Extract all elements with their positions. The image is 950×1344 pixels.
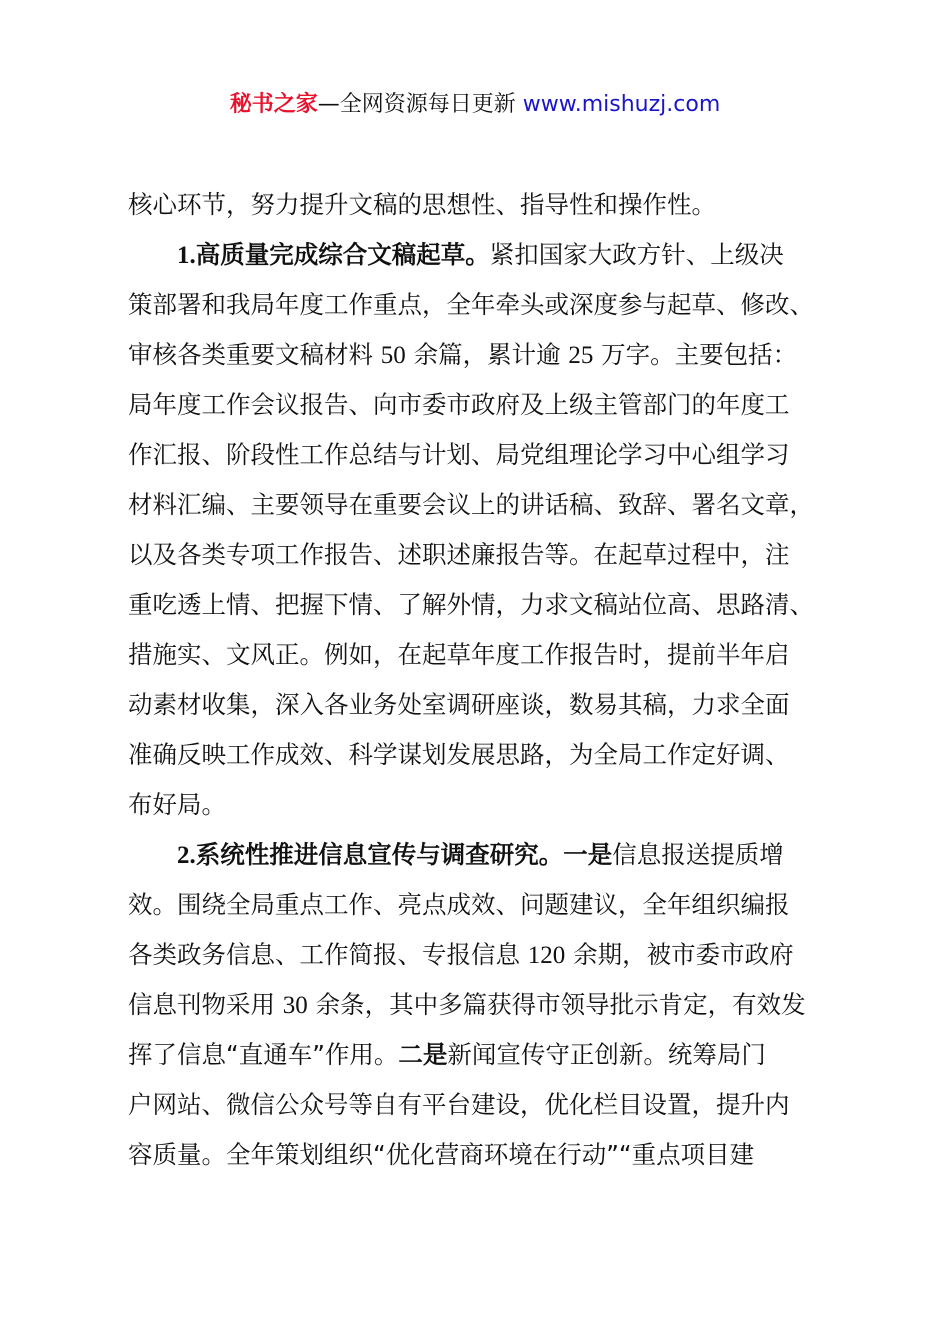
paragraph-2-first-line — [128, 830, 840, 880]
text-line — [128, 780, 840, 830]
emphasis-first: 一是 — [563, 840, 613, 869]
text-line — [128, 880, 840, 930]
emphasis-second: 二是 — [398, 1040, 448, 1069]
text-line — [128, 1080, 840, 1130]
text-run: 各类政务信息、工作简报、专报信息 — [128, 940, 528, 969]
text-run: 万字。主要包括： — [593, 340, 798, 369]
text-line — [128, 580, 840, 630]
text-run: 以及各类专项工作报告、述职述廉报告等。在起草过程中，注 — [128, 540, 790, 569]
text-run: 动素材收集，深入各业务处室调研座谈，数易其稿，力求全面 — [128, 690, 790, 719]
text-run: 容质量。全年策划组织“优化营商环境在行动”“重点项目建 — [128, 1140, 755, 1169]
text-line — [128, 330, 840, 380]
paragraph-1-number: 1. — [177, 242, 196, 269]
text-run: 户网站、微信公众号等自有平台建设，优化栏目设置，提升内 — [128, 1090, 790, 1119]
text-line — [128, 530, 840, 580]
text-line — [128, 930, 840, 980]
document-body — [128, 180, 840, 1180]
text-run: 作汇报、阶段性工作总结与计划、局党组理论学习中心组学习 — [128, 440, 790, 469]
header-tagline: —全网资源每日更新 — [317, 92, 523, 117]
text-run: 局年度工作会议报告、向市委市政府及上级主管部门的年度工 — [128, 390, 790, 419]
paragraph-1-heading: 高质量完成综合文稿起草。 — [195, 240, 490, 269]
number-value: 50 — [380, 342, 406, 369]
text-line — [128, 380, 840, 430]
text-line — [128, 280, 840, 330]
text-run: 紧扣国家大政方针、上级决 — [489, 240, 784, 269]
text-line — [128, 1130, 840, 1180]
text-run: 信息刊物采用 — [128, 990, 283, 1019]
paragraph-2-number: 2. — [177, 842, 196, 869]
text-run: 审核各类重要文稿材料 — [128, 340, 381, 369]
text-line — [128, 180, 840, 230]
paragraph-1-first-line — [128, 230, 840, 280]
text-line — [128, 680, 840, 730]
text-run: 新闻宣传守正创新。统筹局门 — [447, 1040, 766, 1069]
text-run: 措施实、文风正。例如，在起草年度工作报告时，提前半年启 — [128, 640, 790, 669]
text-run: 准确反映工作成效、科学谋划发展思路，为全局工作定好调、 — [128, 740, 790, 769]
text-line — [128, 730, 840, 780]
text-run: 重吃透上情、把握下情、了解外情，力求文稿站位高、思路清、 — [128, 590, 814, 619]
number-value: 120 — [527, 942, 566, 969]
text-line — [128, 480, 840, 530]
text-line — [128, 630, 840, 680]
text-line — [128, 1030, 840, 1080]
brand-name: 秘书之家 — [229, 92, 318, 117]
paragraph-2-heading: 系统性推进信息宣传与调查研究。 — [195, 840, 564, 869]
text-line — [128, 980, 840, 1030]
text-run: 布好局。 — [128, 790, 226, 819]
number-value: 30 — [282, 992, 308, 1019]
text-run: 余篇，累计逾 — [405, 340, 569, 369]
number-value: 25 — [568, 342, 594, 369]
text-run: 挥了信息“直通车”作用。 — [128, 1040, 399, 1069]
text-run: 效。围绕全局重点工作、亮点成效、问题建议，全年组织编报 — [128, 890, 790, 919]
site-header — [0, 88, 950, 122]
text-run: 余期，被市委市政府 — [565, 940, 794, 969]
text-run: 策部署和我局年度工作重点，全年牵头或深度参与起草、修改、 — [128, 290, 814, 319]
site-url-link[interactable]: www.mishuzj.com — [522, 92, 721, 117]
text-run: 核心环节，努力提升文稿的思想性、指导性和操作性。 — [128, 190, 716, 219]
text-line — [128, 430, 840, 480]
text-run: 信息报送提质增 — [612, 840, 784, 869]
text-run: 余条，其中多篇获得市领导批示肯定，有效发 — [307, 990, 806, 1019]
text-run: 材料汇编、主要领导在重要会议上的讲话稿、致辞、署名文章， — [128, 490, 814, 519]
